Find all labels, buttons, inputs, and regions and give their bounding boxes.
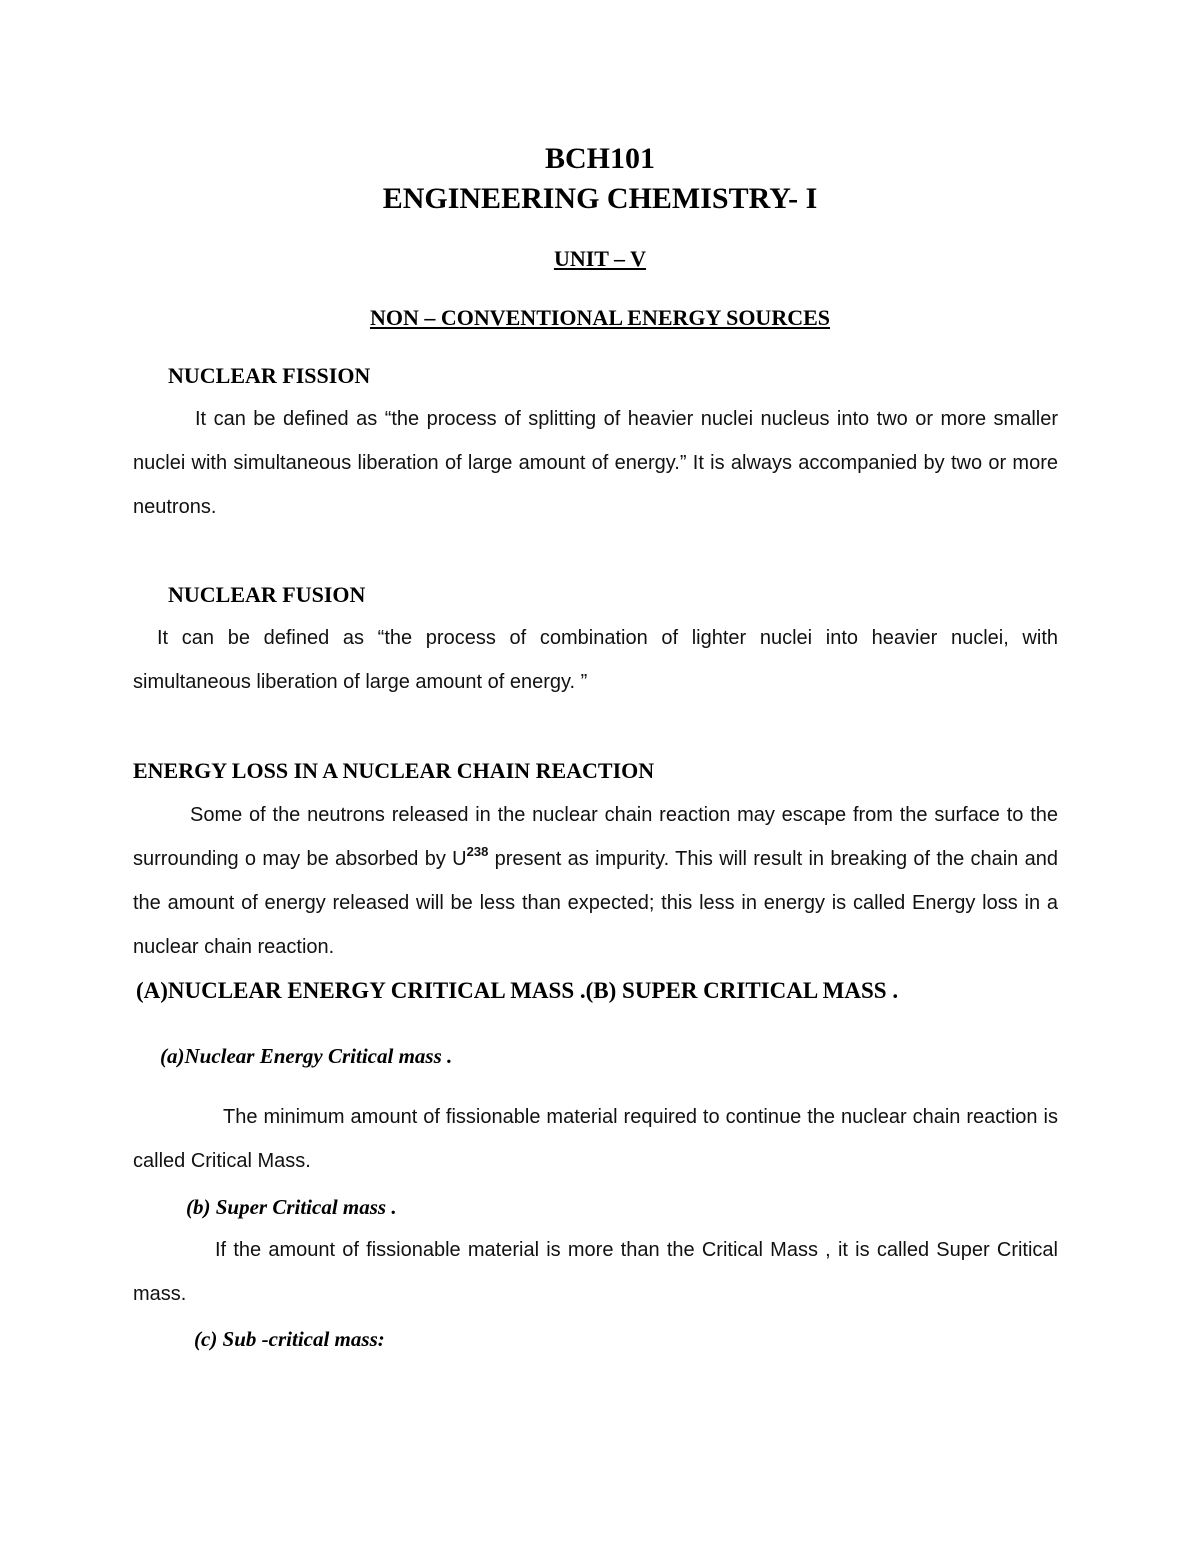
- energy-loss-text-after: present as impurity. This will result in breaking of the chain and the amount of energy released will be less than expected; this less in energy is called Energy loss in a nuclear chain reaction.: [133, 848, 1058, 958]
- critical-mass-c-heading: (c) Sub -critical mass:: [194, 1327, 385, 1351]
- energy-loss-text-before: Some of the neutrons released in the nuclear chain reaction may escape from the surface to the surrounding o may be absorbed by U: [133, 804, 1058, 870]
- unit-heading: UNIT – V: [553, 246, 647, 271]
- section-title: NON – CONVENTIONAL ENERGY SOURCES: [369, 305, 831, 330]
- fission-heading: NUCLEAR FISSION: [168, 363, 371, 388]
- critical-mass-b-paragraph: [133, 1228, 1058, 1316]
- energy-loss-paragraph: [133, 793, 1058, 969]
- course-title: ENGINEERING CHEMISTRY- I: [382, 182, 818, 215]
- fusion-paragraph: [133, 616, 1058, 704]
- critical-mass-b-heading: (b) Super Critical mass .: [186, 1195, 397, 1219]
- critical-mass-a-heading: (a)Nuclear Energy Critical mass .: [160, 1044, 453, 1068]
- energy-loss-heading: ENERGY LOSS IN A NUCLEAR CHAIN REACTION: [133, 758, 655, 783]
- fission-paragraph: [133, 397, 1058, 529]
- course-code: BCH101: [544, 142, 655, 175]
- fusion-text: It can be defined as “the process of combination of lighter nuclei into heavier nuclei, with simultaneous liberation of large amount of energy. ”: [133, 627, 1058, 693]
- fusion-heading: NUCLEAR FUSION: [168, 582, 366, 607]
- critical-mass-a-paragraph: [133, 1095, 1058, 1183]
- fission-text: It can be defined as “the process of splitting of heavier nuclei nucleus into two or more smaller nuclei with simultaneous liberation of large amount of energy.” It is always accompanied by two or more neutrons.: [133, 408, 1058, 518]
- uranium-superscript: 238: [466, 844, 489, 859]
- critical-mass-heading: (A)NUCLEAR ENERGY CRITICAL MASS .(B) SUPER CRITICAL MASS .: [136, 978, 899, 1003]
- critical-mass-a-text: The minimum amount of fissionable material required to continue the nuclear chain reaction is called Critical Mass.: [133, 1106, 1058, 1172]
- critical-mass-b-text: If the amount of fissionable material is more than the Critical Mass , it is called Super Critical mass.: [133, 1239, 1058, 1305]
